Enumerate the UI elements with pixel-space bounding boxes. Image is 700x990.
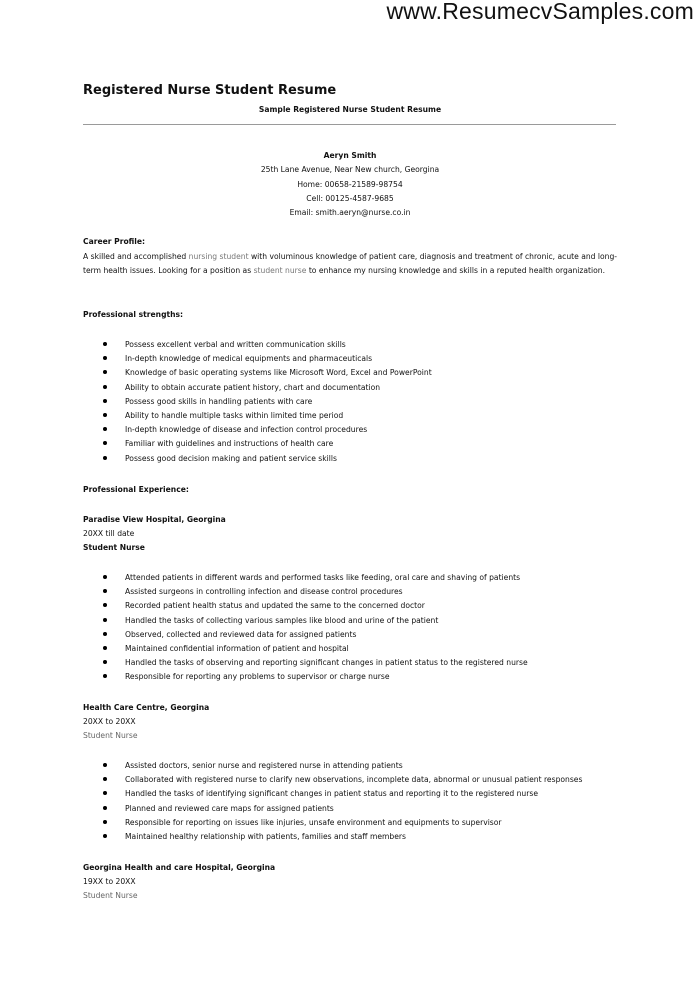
list-item: In-depth knowledge of disease and infection control procedures <box>103 423 432 437</box>
list-item: Responsible for reporting on issues like injuries, unsafe environment and equipments to supervisor <box>103 816 582 830</box>
career-profile-heading: Career Profile: <box>83 237 146 246</box>
job-dates: 19XX to 20XX <box>83 877 136 886</box>
list-item: Handled the tasks of observing and reporting significant changes in patient status to the registered nurse <box>103 656 528 670</box>
job-employer: Georgina Health and care Hospital, Georgina <box>83 863 276 872</box>
list-item: Ability to obtain accurate patient history, chart and documentation <box>103 381 432 395</box>
job-employer: Paradise View Hospital, Georgina <box>83 515 226 524</box>
experience-heading: Professional Experience: <box>83 485 189 494</box>
list-item: Handled the tasks of identifying significant changes in patient status and reporting it to the registered nurse <box>103 787 582 801</box>
strengths-list <box>103 338 432 466</box>
keyword-link: student nurse <box>253 266 307 275</box>
contact-home-phone: Home: 00658-21589-98754 <box>297 179 403 189</box>
list-item: Planned and reviewed care maps for assigned patients <box>103 802 582 816</box>
contact-block <box>0 149 700 220</box>
keyword-link: nursing student <box>188 252 249 261</box>
list-item: In-depth knowledge of medical equipments and pharmaceuticals <box>103 352 432 366</box>
list-item: Possess good decision making and patient service skills <box>103 452 432 466</box>
job-duties-list <box>103 759 582 844</box>
list-item: Collaborated with registered nurse to clarify new observations, incomplete data, abnormal or unusual patient responses <box>103 773 582 787</box>
job-role: Student Nurse <box>83 731 138 740</box>
contact-cell-phone: Cell: 00125-4587-9685 <box>306 193 394 203</box>
list-item: Possess excellent verbal and written communication skills <box>103 338 432 352</box>
job-dates: 20XX till date <box>83 529 135 538</box>
job-employer: Health Care Centre, Georgina <box>83 703 210 712</box>
title-divider <box>83 124 616 125</box>
list-item: Maintained healthy relationship with patients, families and staff members <box>103 830 582 844</box>
list-item: Recorded patient health status and updated the same to the concerned doctor <box>103 599 528 613</box>
list-item: Ability to handle multiple tasks within limited time period <box>103 409 432 423</box>
job-dates: 20XX to 20XX <box>83 717 136 726</box>
list-item: Possess good skills in handling patients with care <box>103 395 432 409</box>
resume-title: Registered Nurse Student Resume <box>83 83 337 98</box>
candidate-name: Aeryn Smith <box>323 151 377 160</box>
job-duties-list <box>103 571 528 685</box>
job-role: Student Nurse <box>83 543 145 552</box>
list-item: Assisted doctors, senior nurse and registered nurse in attending patients <box>103 759 582 773</box>
list-item: Assisted surgeons in controlling infection and disease control procedures <box>103 585 528 599</box>
contact-address: 25th Lane Avenue, Near New church, Georgina <box>260 165 440 175</box>
career-profile-text: A skilled and accomplished nursing student with voluminous knowledge of patient care, diagnosis and treatment of chronic, acute and long-term health issues. Looking for a position as student nurse to enhance my nursing knowledge and skills in a reputed health organization. <box>83 252 618 275</box>
list-item: Knowledge of basic operating systems like Microsoft Word, Excel and PowerPoint <box>103 366 432 380</box>
site-watermark: www.ResumecvSamples.com <box>386 0 694 24</box>
list-item: Attended patients in different wards and performed tasks like feeding, oral care and shaving of patients <box>103 571 528 585</box>
list-item: Responsible for reporting any problems to supervisor or charge nurse <box>103 670 528 684</box>
list-item: Handled the tasks of collecting various samples like blood and urine of the patient <box>103 614 528 628</box>
list-item: Maintained confidential information of patient and hospital <box>103 642 528 656</box>
list-item: Observed, collected and reviewed data for assigned patients <box>103 628 528 642</box>
strengths-heading: Professional strengths: <box>83 310 184 319</box>
job-role: Student Nurse <box>83 891 138 900</box>
resume-subtitle: Sample Registered Nurse Student Resume <box>258 105 442 114</box>
contact-email: Email: smith.aeryn@nurse.co.in <box>289 208 411 218</box>
list-item: Familiar with guidelines and instructions of health care <box>103 437 432 451</box>
